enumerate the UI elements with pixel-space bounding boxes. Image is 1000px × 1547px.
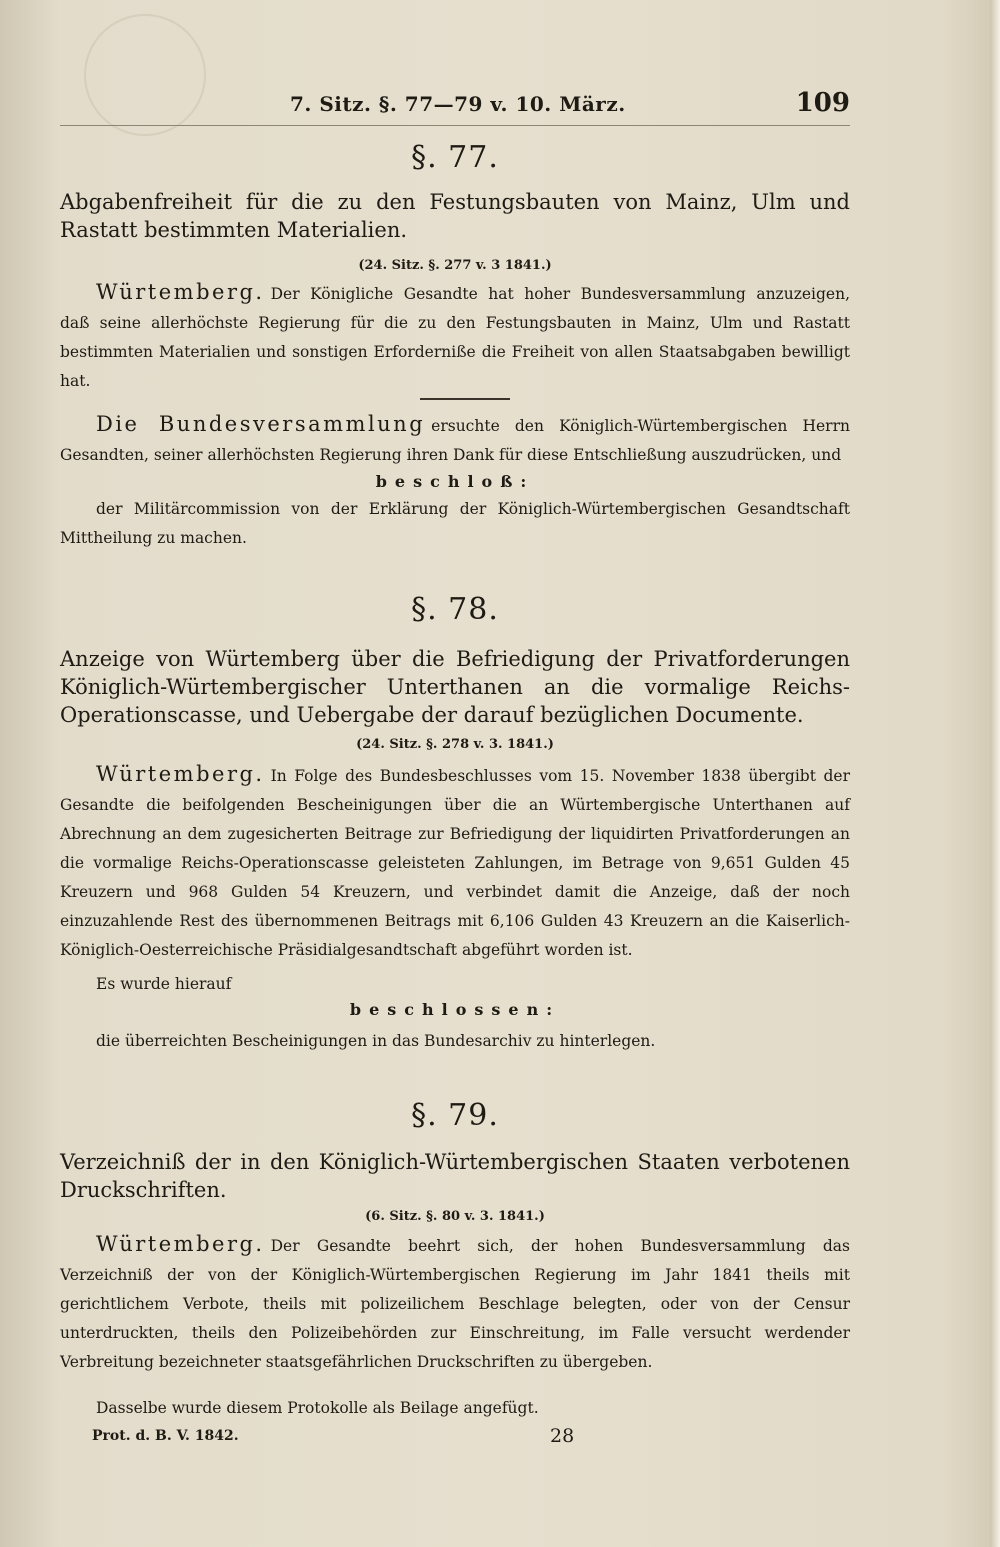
page-header: [60, 88, 850, 124]
section-78-paragraph-2: Es wurde hierauf: [96, 975, 232, 993]
section-77-heading: §. 77.: [411, 140, 499, 175]
section-divider: [420, 398, 510, 400]
running-head: 7. Sitz. §. 77—79 v. 10. März.: [290, 92, 626, 116]
section-78-paragraph-1: Würtemberg. In Folge des Bundesbeschlusses vom 15. November 1838 übergibt der Gesandte die beifolgenden Bescheinigungen über die an Würtembergische Unterthanen auf Abrechnung an dem zugesicherten Beitrage zur Befriedigung der liquidirten Privatforderungen an die vormalige Reichs-Operationscasse geleisteten Zahlungen, im Betrage von 9,651 Gulden 45 Kreuzern und 968 Gulden 54 Kreuzern, und verbindet damit die Anzeige, daß der noch einzuzahlende Rest des übernommenen Beitrags mit 6,106 Gulden 43 Kreuzern an die Kaiserlich-Königlich-Oesterreichische Präsidialgesandtschaft abgeführt worden ist.: [60, 762, 850, 959]
section-77-title: Abgabenfreiheit für die zu den Festungsbauten von Mainz, Ulm und Rastatt bestimmten Materialien.: [60, 190, 850, 242]
assembly-name: Die Bundesversammlung: [96, 412, 426, 436]
section-77-citation: (24. Sitz. §. 277 v. 3 1841.): [358, 258, 552, 273]
section-77-resolution: beschloß:: [375, 472, 535, 491]
section-78-citation: (24. Sitz. §. 278 v. 3. 1841.): [356, 737, 554, 752]
section-77-paragraph-2: Die Bundesversammlung ersuchte den Königlich-Würtembergischen Herrn Gesandten, seiner allerhöchsten Regierung ihren Dank für diese Entschließung auszudrücken, und: [60, 412, 850, 464]
page-number: 109: [795, 88, 850, 118]
section-78-heading: §. 78.: [411, 592, 499, 627]
footer: [92, 1425, 612, 1454]
section-78-title: Anzeige von Würtemberg über die Befriedigung der Privatforderungen Königlich-Würtembergischer Unterthanen an die vormalige Reichs-Operationscasse, und Uebergabe der darauf bezüglichen Documente.: [60, 647, 850, 727]
section-78-resolution: beschlossen:: [349, 1000, 561, 1019]
header-rule: [60, 125, 850, 126]
section-78-paragraph-3: die überreichten Bescheinigungen in das Bundesarchiv zu hinterlegen.: [96, 1032, 656, 1050]
section-79-citation: (6. Sitz. §. 80 v. 3. 1841.): [365, 1209, 545, 1224]
section-79-paragraph-2: Dasselbe wurde diesem Protokolle als Beilage angefügt.: [96, 1399, 539, 1417]
state-name: Würtemberg.: [96, 1232, 265, 1256]
signature-mark: Prot. d. B. V. 1842.: [92, 1428, 239, 1444]
state-name: Würtemberg.: [96, 762, 265, 786]
state-name: Würtemberg.: [96, 280, 265, 304]
section-79-title: Verzeichniß der in den Königlich-Würtembergischen Staaten verbotenen Druckschriften.: [60, 1150, 850, 1202]
page-edge: [990, 0, 1000, 1547]
sheet-number: 28: [550, 1425, 575, 1447]
section-77-paragraph-1: Würtemberg. Der Königliche Gesandte hat hoher Bundesversammlung anzuzeigen, daß seine allerhöchste Regierung für die zu den Festungsbauten in Mainz, Ulm und Rastatt bestimmten Materialien und sonstigen Erforderniße die Freiheit von allen Staatsabgaben bewilligt hat.: [60, 280, 850, 390]
section-79-paragraph-1: Würtemberg. Der Gesandte beehrt sich, der hohen Bundesversammlung das Verzeichniß der von der Königlich-Würtembergischen Regierung im Jahr 1841 theils mit gerichtlichem Verbote, theils mit polizeilichem Beschlage belegten, oder von der Censur unterdruckten, theils den Polizeibehörden zur Einschreitung, im Falle versucht werdender Verbreitung bezeichneter staatsgefährlichen Druckschriften zu übergeben.: [60, 1232, 850, 1371]
section-77-paragraph-3: der Militärcommission von der Erklärung der Königlich-Würtembergischen Gesandtschaft Mittheilung zu machen.: [60, 500, 850, 547]
section-79-heading: §. 79.: [411, 1098, 499, 1133]
